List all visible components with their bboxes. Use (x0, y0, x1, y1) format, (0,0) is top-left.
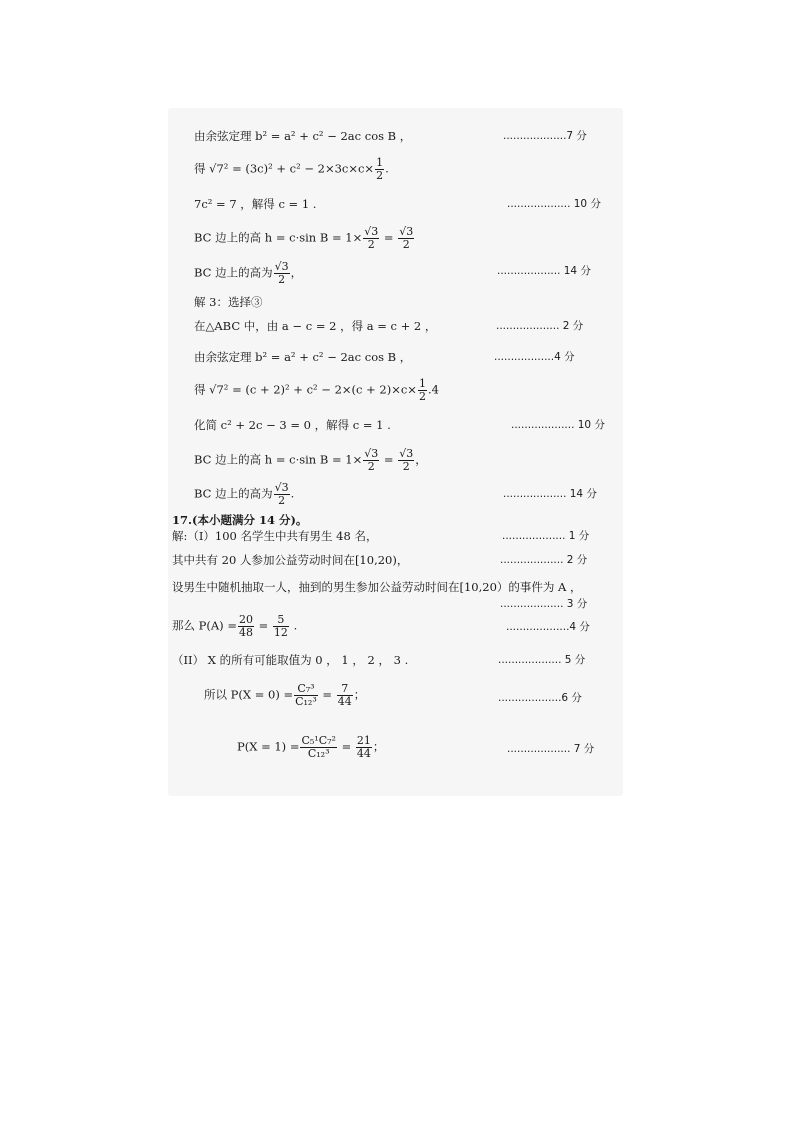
count-line: 其中共有 20 人参加公益劳动时间在[10,20)， (172, 553, 409, 567)
fraction: $\frac{20}{48}$ (238, 613, 253, 639)
score-mark: ................... 2 分 (496, 320, 584, 332)
score-mark: ................... 7 分 (507, 743, 595, 755)
fraction: $\frac{√3}{2}$ (274, 481, 289, 507)
solve-c-line: 7c² = 7 ，解得 c = 1 . (194, 197, 317, 211)
height-formula-line: BC 边上的高 h = c·sin B = 1× $\frac{√3}{2}$ = $\frac{√3}{2}$ ， (194, 447, 427, 473)
score-mark: ................... 10 分 (511, 419, 605, 431)
fraction: $\frac{7}{44}$ (337, 682, 352, 708)
height-formula-line: BC 边上的高 h = c·sin B = 1× $\frac{√3}{2}$ = $\frac{√3}{2}$ (194, 225, 414, 251)
score-mark: ................... 10 分 (507, 198, 601, 210)
fraction: $\frac{\text{C₇³}}{\text{C₁₂³}}$ (295, 682, 317, 708)
height-result-line: BC 边上的高为 $\frac{√3}{2}$ ， (194, 260, 303, 286)
score-mark: ................... 14 分 (503, 488, 597, 500)
fraction: $\frac{√3}{2}$ (399, 225, 414, 251)
score-mark: ..................4 分 (494, 351, 575, 363)
fraction: $\frac{1}{2}$ (418, 377, 426, 403)
solution-3-heading: 解 3：选择③ (194, 295, 263, 309)
probability-X0-line: 所以 P(X = 0) = $\frac{\text{C₇³}}{\text{C₁₂³}}$ = $\frac{7}{44}$ ； (204, 682, 366, 708)
score-mark: ...................7 分 (503, 130, 587, 142)
probability-A-line: 那么 P(A) = $\frac{20}{48}$ = $\frac{5}{12}$ . (172, 613, 298, 639)
fraction: $\frac{√3}{2}$ (364, 225, 379, 251)
score-mark: ................... 5 分 (498, 654, 586, 666)
fraction: $\frac{√3}{2}$ (364, 447, 379, 473)
height-result-line: BC 边上的高为 $\frac{√3}{2}$ . (194, 481, 295, 507)
cosine-law-line: 由余弦定理 b² = a² + c² − 2ac cos B ， (194, 129, 412, 143)
equation-text: 得 √7² = (3c)² + c² − 2×3c×c× (194, 161, 375, 176)
simplify-line: 化简 c² + 2c − 3 = 0 ，解得 c = 1 . (194, 418, 391, 432)
part-2-line: （II） X 的所有可能取值为 0 ， 1 ， 2 ， 3 . (172, 653, 409, 667)
part-1-line: 解:（Ⅰ）100 名学生中共有男生 48 名， (172, 529, 378, 543)
score-mark: ................... 2 分 (500, 554, 588, 566)
question-17-heading: 17.(本小题满分 14 分)。 (172, 513, 308, 527)
fraction: $\frac{21}{44}$ (356, 734, 371, 760)
fraction: $\frac{√3}{2}$ (274, 260, 289, 286)
event-definition-line: 设男生中随机抽取一人，抽到的男生参加公益劳动时间在[10,20）的事件为 A ， (172, 580, 582, 594)
fraction: $\frac{1}{2}$ (376, 156, 384, 182)
score-mark: ................... 3 分 (500, 598, 588, 610)
cosine-law-line: 由余弦定理 b² = a² + c² − 2ac cos B ， (194, 350, 412, 364)
probability-X1-line: P(X = 1) = $\frac{\text{C₅¹C₇²}}{\text{C₁₂³}}$ = $\frac{21}{44}$ ； (237, 734, 385, 760)
fraction: $\frac{\text{C₅¹C₇²}}{\text{C₁₂³}}$ (301, 734, 336, 760)
score-mark: ...................4 分 (506, 621, 590, 633)
fraction: $\frac{5}{12}$ (273, 613, 288, 639)
score-mark: ................... 14 分 (497, 265, 591, 277)
substitution-line: 得 √7² = (3c)² + c² − 2×3c×c× $\frac{1}{2}$ . (194, 156, 389, 182)
fraction: $\frac{√3}{2}$ (399, 447, 414, 473)
score-mark: ................... 1 分 (502, 530, 590, 542)
condition-line: 在△ABC 中，由 a − c = 2 ，得 a = c + 2 ， (194, 319, 437, 333)
substitution-line: 得 √7² = (c + 2)² + c² − 2×(c + 2)×c× $\frac{1}{2}$ .4 (194, 377, 439, 403)
score-mark: ...................6 分 (498, 692, 582, 704)
